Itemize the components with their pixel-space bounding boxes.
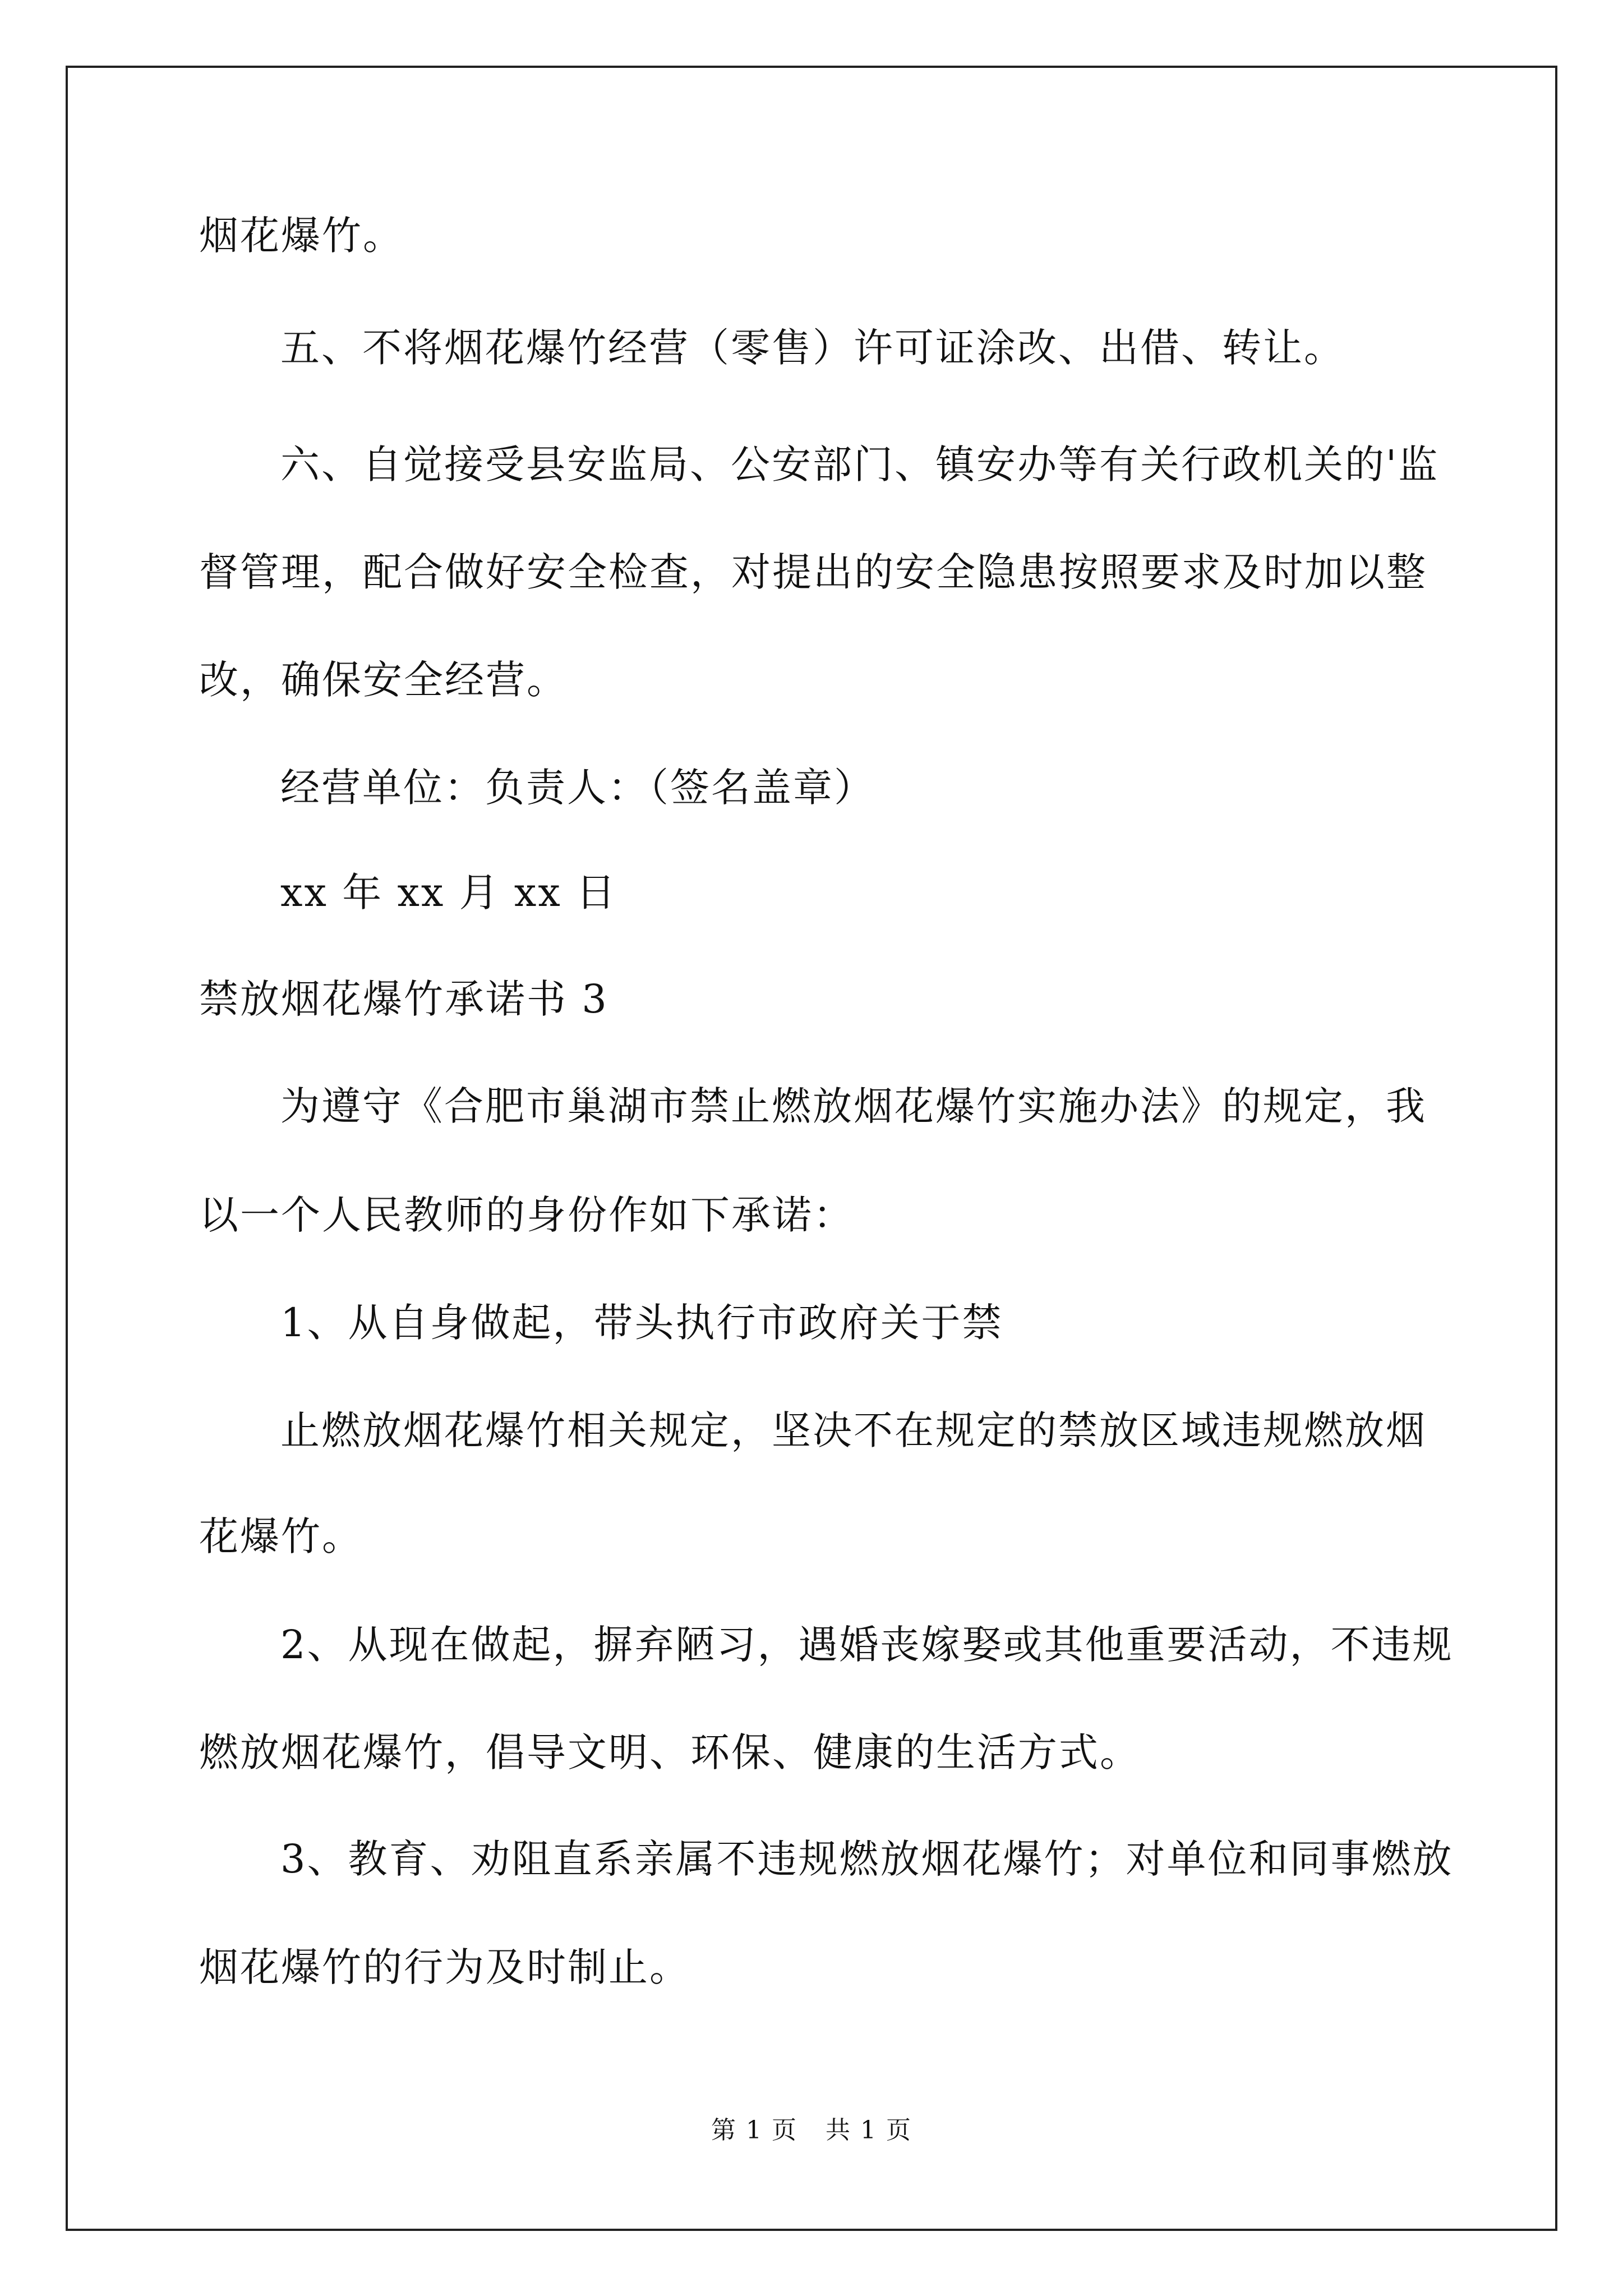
text-line: 以一个人民教师的身份作如下承诺： [199, 1192, 854, 1238]
text-line: 止燃放烟花爆竹相关规定，坚决不在规定的禁放区域违规燃放烟 [280, 1407, 1427, 1453]
page-border [66, 66, 1557, 2231]
text-line: 督管理，配合做好安全检查，对提出的安全隐患按照要求及时加以整 [199, 549, 1427, 595]
text-line: 燃放烟花爆竹，倡导文明、环保、健康的生活方式。 [199, 1729, 1141, 1775]
text-line: 2、从现在做起，摒弃陋习，遇婚丧嫁娶或其他重要活动，不违规 [280, 1622, 1454, 1668]
date-line: xx 年 xx 月 xx 日 [280, 869, 617, 915]
text-line: 3、教育、劝阻直系亲属不违规燃放烟花爆竹；对单位和同事燃放 [280, 1836, 1454, 1882]
text-line: 1、从自身做起，带头执行市政府关于禁 [280, 1300, 1003, 1346]
text-line: 烟花爆竹的行为及时制止。 [199, 1944, 690, 1990]
text-line: 改，确保安全经营。 [199, 657, 568, 703]
text-line: 为遵守《合肥市巢湖市禁止燃放烟花爆竹实施办法》的规定，我 [280, 1083, 1427, 1129]
signature-line: 经营单位：负责人：（签名盖章） [280, 765, 875, 811]
page-number: 第 1 页 [711, 2116, 797, 2145]
text-line: 花爆竹。 [199, 1513, 363, 1559]
text-line: 烟花爆竹。 [199, 213, 404, 259]
text-line: 六、自觉接受县安监局、公安部门、镇安办等有关行政机关的'监 [280, 441, 1440, 487]
section-heading: 禁放烟花爆竹承诺书 3 [199, 976, 608, 1022]
page-footer [0, 2115, 1623, 2146]
page-total: 共 1 页 [826, 2116, 912, 2145]
text-line: 五、不将烟花爆竹经营（零售）许可证涂改、出借、转让。 [280, 325, 1345, 371]
